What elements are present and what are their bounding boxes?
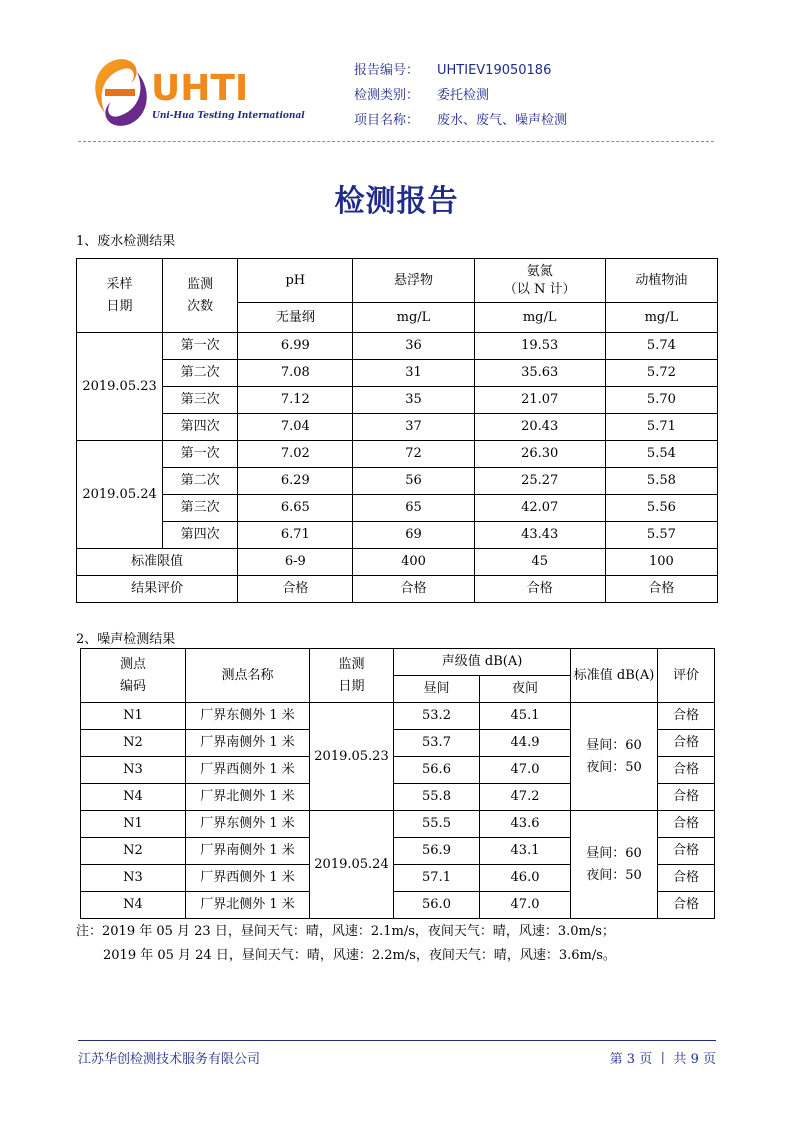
- ammonia-cell: 19.53: [474, 333, 605, 360]
- point-code: N2: [81, 838, 186, 865]
- point-name: 厂界西侧外 1 米: [186, 757, 310, 784]
- evaluation: 合格: [658, 784, 715, 811]
- limit-ph: 6-9: [238, 549, 353, 576]
- unit-oil: mg/L: [605, 303, 717, 333]
- result-oil: 合格: [605, 576, 717, 603]
- footer-divider: [78, 1040, 716, 1041]
- point-code: N1: [81, 811, 186, 838]
- ss-cell: 35: [353, 387, 474, 414]
- ammonia-cell: 25.27: [474, 468, 605, 495]
- meta-label: 检测类别：: [354, 88, 420, 103]
- count-cell: 第三次: [163, 387, 238, 414]
- note-line: 注：2019 年 05 月 23 日，昼间天气：晴，风速：2.1m/s，夜间天气：晴，风速：3.0m/s；: [76, 924, 615, 939]
- day-level: 56.0: [394, 892, 480, 919]
- night-level: 43.1: [480, 838, 571, 865]
- night-level: 43.6: [480, 811, 571, 838]
- test-category: 委托检测: [437, 88, 490, 103]
- oil-cell: 5.74: [605, 333, 717, 360]
- night-level: 47.0: [480, 757, 571, 784]
- count-cell: 第一次: [163, 333, 238, 360]
- footer-company: 江苏华创检测技术服务有限公司: [78, 1052, 261, 1067]
- result-evaluation-row: [77, 576, 718, 603]
- point-name: 厂界北侧外 1 米: [186, 892, 310, 919]
- project-name: 废水、废气、噪声检测: [437, 113, 568, 128]
- logo-subtitle: Uni-Hua Testing International: [152, 111, 305, 121]
- footer-page-number: 第 3 页 丨 共 9 页: [609, 1052, 716, 1067]
- count-cell: 第四次: [163, 414, 238, 441]
- ph-cell: 6.71: [238, 522, 353, 549]
- evaluation: 合格: [658, 811, 715, 838]
- ss-cell: 36: [353, 333, 474, 360]
- point-name: 厂界北侧外 1 米: [186, 784, 310, 811]
- table-row: [77, 333, 718, 360]
- header-evaluation: 评价: [658, 649, 715, 703]
- unit-ph: 无量纲: [238, 303, 353, 333]
- table-row: [77, 360, 718, 387]
- header-oil: 动植物油: [605, 259, 717, 303]
- standard-value: 昼间：60 夜间：50: [571, 811, 658, 919]
- weather-notes: [76, 920, 616, 968]
- note-line: 2019 年 05 月 24 日，昼间天气：晴，风速：2.2m/s，夜间天气：晴，风速：3.6m/s。: [103, 948, 616, 963]
- count-cell: 第二次: [163, 468, 238, 495]
- point-name: 厂界东侧外 1 米: [186, 811, 310, 838]
- test-category-row: [354, 83, 567, 108]
- limit-ammonia: 45: [474, 549, 605, 576]
- ss-cell: 37: [353, 414, 474, 441]
- point-code: N1: [81, 703, 186, 730]
- oil-cell: 5.72: [605, 360, 717, 387]
- point-code: N2: [81, 730, 186, 757]
- header-monitor-date: 监测 日期: [310, 649, 394, 703]
- day-level: 57.1: [394, 865, 480, 892]
- night-level: 46.0: [480, 865, 571, 892]
- table-row: [81, 703, 715, 730]
- ss-cell: 56: [353, 468, 474, 495]
- monitor-date: 2019.05.24: [310, 811, 394, 919]
- ammonia-cell: 21.07: [474, 387, 605, 414]
- night-level: 47.2: [480, 784, 571, 811]
- report-number: UHTIEV19050186: [437, 63, 552, 78]
- page-title: 检测报告: [334, 184, 459, 219]
- sampling-date: 2019.05.23: [77, 333, 163, 441]
- point-name: 厂界西侧外 1 米: [186, 865, 310, 892]
- ss-cell: 72: [353, 441, 474, 468]
- standard-limit-label: 标准限值: [77, 549, 238, 576]
- limit-ss: 400: [353, 549, 474, 576]
- header-divider: [78, 141, 714, 142]
- result-ammonia: 合格: [474, 576, 605, 603]
- ammonia-cell: 42.07: [474, 495, 605, 522]
- meta-label: 报告编号：: [354, 63, 420, 78]
- noise-results-table: [80, 648, 715, 919]
- day-level: 53.7: [394, 730, 480, 757]
- day-level: 56.9: [394, 838, 480, 865]
- wastewater-results-table: [76, 258, 718, 603]
- report-meta: [354, 58, 567, 133]
- meta-label: 项目名称：: [354, 113, 420, 128]
- ph-cell: 6.99: [238, 333, 353, 360]
- header-night: 夜间: [480, 676, 571, 703]
- ss-cell: 65: [353, 495, 474, 522]
- header-count: 监测 次数: [163, 259, 238, 333]
- ph-cell: 7.02: [238, 441, 353, 468]
- standard-limit-row: [77, 549, 718, 576]
- result-ss: 合格: [353, 576, 474, 603]
- ph-cell: 6.65: [238, 495, 353, 522]
- night-level: 47.0: [480, 892, 571, 919]
- count-cell: 第二次: [163, 360, 238, 387]
- day-level: 53.2: [394, 703, 480, 730]
- day-level: 55.8: [394, 784, 480, 811]
- oil-cell: 5.70: [605, 387, 717, 414]
- oil-cell: 5.56: [605, 495, 717, 522]
- ammonia-cell: 35.63: [474, 360, 605, 387]
- monitor-date: 2019.05.23: [310, 703, 394, 811]
- header-day: 昼间: [394, 676, 480, 703]
- ph-cell: 7.04: [238, 414, 353, 441]
- header-ammonia: 氨氮 （以 N 计）: [474, 259, 605, 303]
- night-level: 44.9: [480, 730, 571, 757]
- header-ss: 悬浮物: [353, 259, 474, 303]
- evaluation: 合格: [658, 730, 715, 757]
- table-row: [77, 387, 718, 414]
- evaluation: 合格: [658, 892, 715, 919]
- header-sound-level: 声级值 dB(A): [394, 649, 571, 676]
- evaluation: 合格: [658, 865, 715, 892]
- evaluation: 合格: [658, 838, 715, 865]
- header-point-name: 测点名称: [186, 649, 310, 703]
- night-level: 45.1: [480, 703, 571, 730]
- day-level: 55.5: [394, 811, 480, 838]
- wastewater-section-title: 1、废水检测结果: [76, 234, 176, 249]
- count-cell: 第一次: [163, 441, 238, 468]
- count-cell: 第三次: [163, 495, 238, 522]
- ph-cell: 7.08: [238, 360, 353, 387]
- day-level: 56.6: [394, 757, 480, 784]
- header-point-code: 测点 编码: [81, 649, 186, 703]
- point-code: N4: [81, 892, 186, 919]
- project-name-row: [354, 108, 567, 133]
- result-ph: 合格: [238, 576, 353, 603]
- point-name: 厂界南侧外 1 米: [186, 838, 310, 865]
- ph-cell: 7.12: [238, 387, 353, 414]
- ss-cell: 69: [353, 522, 474, 549]
- table-row: [81, 811, 715, 838]
- header-ph: pH: [238, 259, 353, 303]
- header-standard: 标准值 dB(A): [571, 649, 658, 703]
- limit-oil: 100: [605, 549, 717, 576]
- ss-cell: 31: [353, 360, 474, 387]
- uhti-logo: [85, 55, 305, 130]
- result-evaluation-label: 结果评价: [77, 576, 238, 603]
- evaluation: 合格: [658, 757, 715, 784]
- table-row: [77, 468, 718, 495]
- ammonia-cell: 43.43: [474, 522, 605, 549]
- point-code: N4: [81, 784, 186, 811]
- oil-cell: 5.54: [605, 441, 717, 468]
- header-sampling-date: 采样 日期: [77, 259, 163, 333]
- report-number-row: [354, 58, 567, 83]
- ph-cell: 6.29: [238, 468, 353, 495]
- table-row: [77, 522, 718, 549]
- oil-cell: 5.58: [605, 468, 717, 495]
- logo-wordmark: UHTI: [151, 68, 249, 109]
- table-row: [77, 441, 718, 468]
- sampling-date: 2019.05.24: [77, 441, 163, 549]
- ammonia-cell: 20.43: [474, 414, 605, 441]
- point-name: 厂界南侧外 1 米: [186, 730, 310, 757]
- point-code: N3: [81, 757, 186, 784]
- noise-section-title: 2、噪声检测结果: [76, 632, 176, 647]
- point-name: 厂界东侧外 1 米: [186, 703, 310, 730]
- page-header: [0, 0, 793, 145]
- oil-cell: 5.71: [605, 414, 717, 441]
- evaluation: 合格: [658, 703, 715, 730]
- standard-value: 昼间：60 夜间：50: [571, 703, 658, 811]
- unit-ss: mg/L: [353, 303, 474, 333]
- table-row: [77, 495, 718, 522]
- unit-ammonia: mg/L: [474, 303, 605, 333]
- point-code: N3: [81, 865, 186, 892]
- count-cell: 第四次: [163, 522, 238, 549]
- ammonia-cell: 26.30: [474, 441, 605, 468]
- oil-cell: 5.57: [605, 522, 717, 549]
- table-row: [77, 414, 718, 441]
